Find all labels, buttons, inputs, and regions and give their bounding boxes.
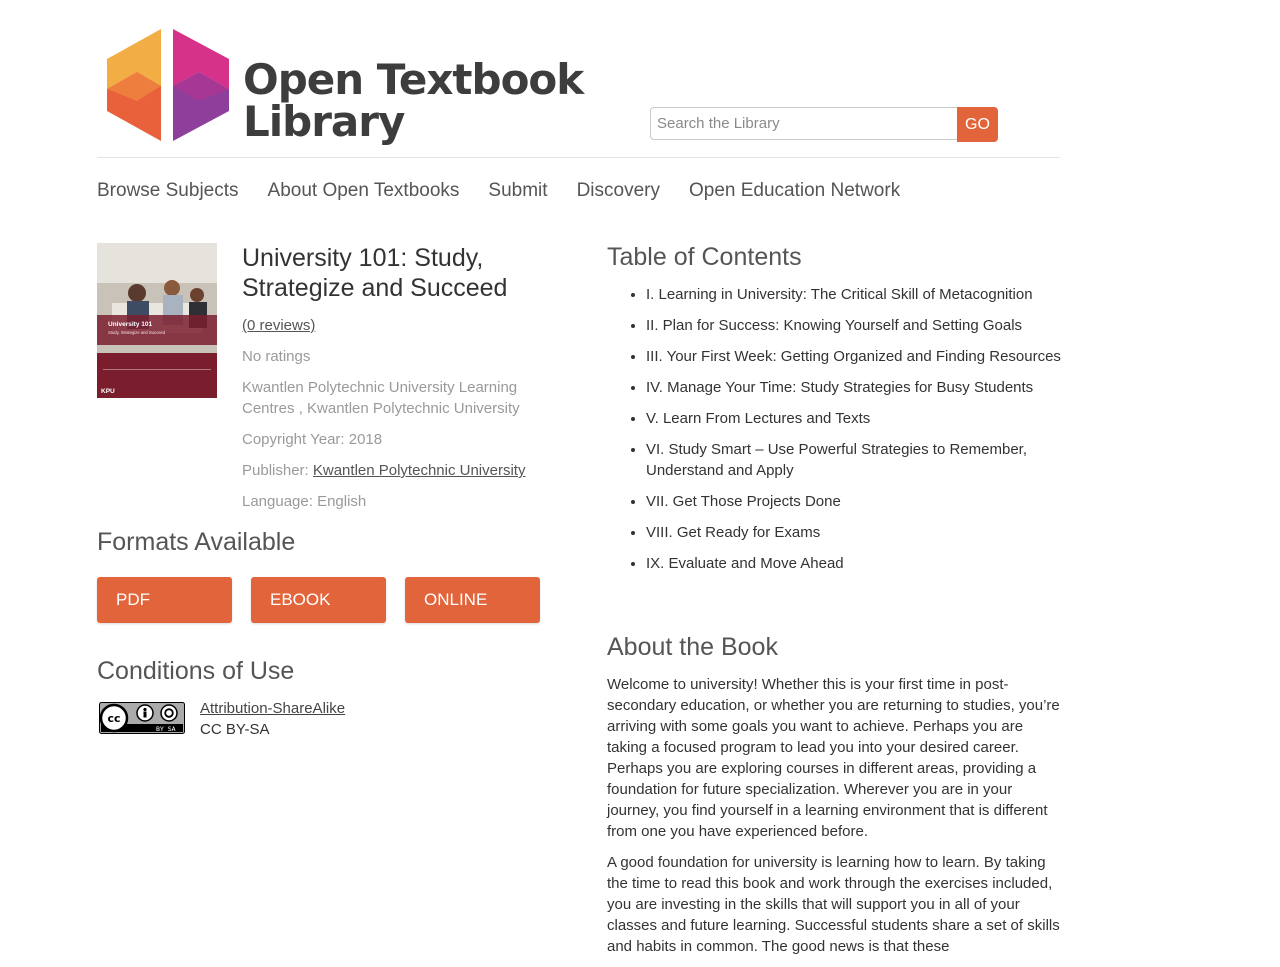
open-textbook-library-logo-icon[interactable] [107,29,229,141]
toc-item: • VIII. Get Ready for Exams [646,522,1067,543]
toc-item: • III. Your First Week: Getting Organized and Finding Resources [646,346,1067,367]
cc-by-sa-icon [99,702,185,734]
nav-about-open-textbooks[interactable]: About Open Textbooks [267,180,460,201]
publisher-row [242,460,552,481]
conditions-heading: Conditions of Use [97,657,295,685]
book-details [242,243,552,522]
about-paragraph-1: Welcome to university! Whether this is your first time in post-secondary education, or whether you are returning to studies, you’re arriving with some goals you want to achieve. Perhaps you are taking a focused program to lead you into your desired career. Perhaps you are exploring courses in different areas, providing a foundation for future specialization. Wherever you are in your journey, you find yourself in a learning environment that is different from one you have experienced before. [607,676,1060,840]
cover-subtitle: Study, Strategize and Succeed [108,330,166,335]
license-link[interactable]: Attribution-ShareAlike [200,700,346,717]
toc-item: • V. Learn From Lectures and Texts [646,408,1067,429]
reviews-row [242,315,552,336]
copyright-label: Copyright Year: [242,431,345,448]
site-header [97,27,1060,158]
book-title: University 101: Study, Strategize and Succeed [242,244,508,302]
book-authors: Kwantlen Polytechnic University Learning Centres , Kwantlen Polytechnic University [242,379,520,417]
toc-item: • VII. Get Those Projects Done [646,491,1067,512]
toc-item: • II. Plan for Success: Knowing Yourself and Setting Goals [646,315,1067,336]
copyright-year [242,429,552,450]
svg-text:cc: cc [107,712,121,725]
toc-item: • IV. Manage Your Time: Study Strategies for Busy Students [646,377,1067,398]
table-of-contents [607,243,1067,584]
about-heading: About the Book [607,633,778,661]
logo-line-1: Open Textbook [243,55,584,104]
about-paragraph-2: A good foundation for university is learning how to learn. By taking the time to read this book and work through the exercises included, you are investing in the skills that will support you in all of your classes and future learning. Successful students share a set of skills and habits in common. The good news is that these [607,854,1060,955]
toc-heading: Table of Contents [607,243,802,271]
search-form [650,107,998,142]
toc-item: • VI. Study Smart – Use Powerful Strategies to Remember, Understand and Apply [646,439,1067,481]
about-the-book [607,633,1062,967]
license-text [200,698,345,740]
nav-discovery[interactable]: Discovery [576,180,660,201]
logo-wordmark[interactable] [243,55,584,146]
toc-item: • I. Learning in University: The Critical Skill of Metacognition [646,284,1067,305]
nav-browse-subjects[interactable]: Browse Subjects [97,180,239,201]
reviews-link[interactable]: (0 reviews) [242,317,316,334]
toc-item: • IX. Evaluate and Move Ahead [646,553,1067,574]
main-nav [97,180,900,202]
pdf-button[interactable]: PDF [97,577,232,623]
license-code: CC BY-SA [200,721,270,738]
search-go-button[interactable]: GO [957,107,998,142]
book-cover-art [97,243,217,398]
nav-submit[interactable]: Submit [488,180,548,201]
language-row [242,491,552,512]
cover-title: University 101 [108,321,153,328]
ratings-text: No ratings [242,348,311,365]
copyright-value: 2018 [348,431,383,448]
logo-line-2: Library [243,97,405,146]
ebook-button[interactable]: EBOOK [251,577,386,623]
header-divider [97,157,1060,158]
publisher-link[interactable]: Kwantlen Polytechnic University [312,462,526,479]
formats-heading: Formats Available [97,528,296,556]
cover-logo: KPU [101,388,115,395]
cc-badge-label: BY SA [156,725,176,733]
toc-list [607,284,1067,574]
language-label: Language: [242,493,313,510]
online-button[interactable]: ONLINE [405,577,540,623]
publisher-label: Publisher: [242,462,309,479]
nav-open-education-network[interactable]: Open Education Network [688,180,901,201]
search-input[interactable] [650,107,961,140]
language-value: English [317,493,367,510]
book-cover-image[interactable] [97,243,217,398]
format-buttons [97,577,540,623]
